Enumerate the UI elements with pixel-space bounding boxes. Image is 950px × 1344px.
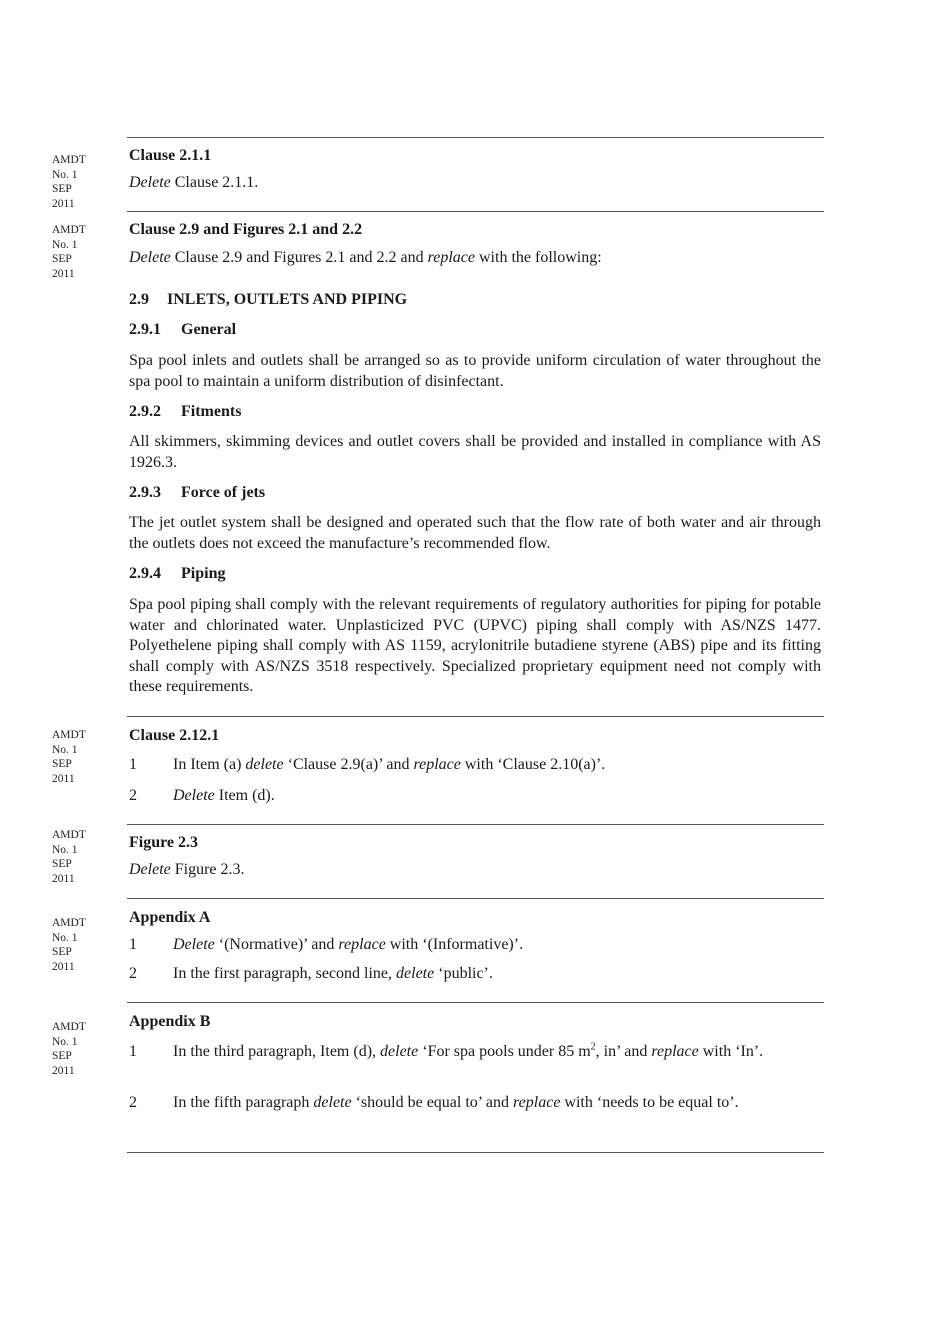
list-item: 2 Delete Item (d). [129, 787, 275, 804]
divider [127, 716, 824, 717]
subsection-title: 2.9.3 Force of jets [129, 484, 266, 501]
list-item: 1 In the third paragraph, Item (d), delete ‘For spa pools under 85 $m^2$, in’ and replace with ‘In’. [129, 1041, 764, 1060]
amendment-note: AMDT No. 1 SEP 2011 [52, 917, 86, 973]
divider [127, 1002, 824, 1003]
clause-heading: Appendix B [129, 1013, 211, 1030]
list-item: 1 In Item (a) delete ‘Clause 2.9(a)’ and replace with ‘Clause 2.10(a)’. [129, 756, 606, 773]
subsection-title: 2.9.1 General [129, 321, 237, 338]
paragraph: Spa pool piping shall comply with the relevant requirements of regulatory authorities for piping for potable water and chlorinated water. Unplasticized PVC (UPVC) piping shall comply with AS/NZS 1477. Polyethelene piping shall comply with AS 1159, acrylonitrile butadiene styrene (ABS) pipe and its fitting shall comply with AS/NZS 3518 respectively. Specialized proprietary equipment need not comply with these requirements. [129, 596, 821, 695]
clause-instruction: Delete Figure 2.3. [129, 861, 245, 878]
clause-heading: Appendix A [129, 909, 211, 926]
clause-heading: Figure 2.3 [129, 834, 199, 851]
amendment-note: AMDT No. 1 SEP 2011 [52, 829, 86, 885]
section-title: 2.9 INLETS, OUTLETS AND PIPING [129, 291, 408, 308]
clause-heading: Clause 2.12.1 [129, 727, 220, 744]
amendment-note: AMDT No. 1 SEP 2011 [52, 1021, 86, 1077]
divider [127, 824, 824, 825]
clause-heading: Clause 2.9 and Figures 2.1 and 2.2 [129, 221, 363, 238]
amendment-note: AMDT No. 1 SEP 2011 [52, 224, 86, 280]
clause-heading: Clause 2.1.1 [129, 147, 212, 164]
subsection-title: 2.9.2 Fitments [129, 403, 242, 420]
paragraph: The jet outlet system shall be designed and operated such that the flow rate of both water and air through the outlets does not exceed the manufacture’s recommended flow. [129, 514, 821, 552]
list-item: 2 In the fifth paragraph delete ‘should be equal to’ and replace with ‘needs to be equal to’. [129, 1094, 739, 1111]
divider [127, 137, 824, 138]
amendment-note: AMDT No. 1 SEP 2011 [52, 154, 86, 210]
divider [127, 898, 824, 899]
list-item: 1 Delete ‘(Normative)’ and replace with ‘(Informative)’. [129, 936, 524, 953]
subsection-title: 2.9.4 Piping [129, 565, 226, 582]
amendment-note: AMDT No. 1 SEP 2011 [52, 729, 86, 785]
paragraph: Spa pool inlets and outlets shall be arranged so as to provide uniform circulation of water throughout the spa pool to maintain a uniform distribution of disinfectant. [129, 352, 821, 390]
list-item: 2 In the first paragraph, second line, delete ‘public’. [129, 965, 493, 982]
clause-instruction: Delete Clause 2.1.1. [129, 174, 259, 191]
divider [127, 1152, 824, 1153]
paragraph: All skimmers, skimming devices and outlet covers shall be provided and installed in compliance with AS 1926.3. [129, 433, 821, 471]
divider [127, 211, 824, 212]
clause-instruction: Delete Clause 2.9 and Figures 2.1 and 2.2 and replace with the following: [129, 249, 602, 266]
